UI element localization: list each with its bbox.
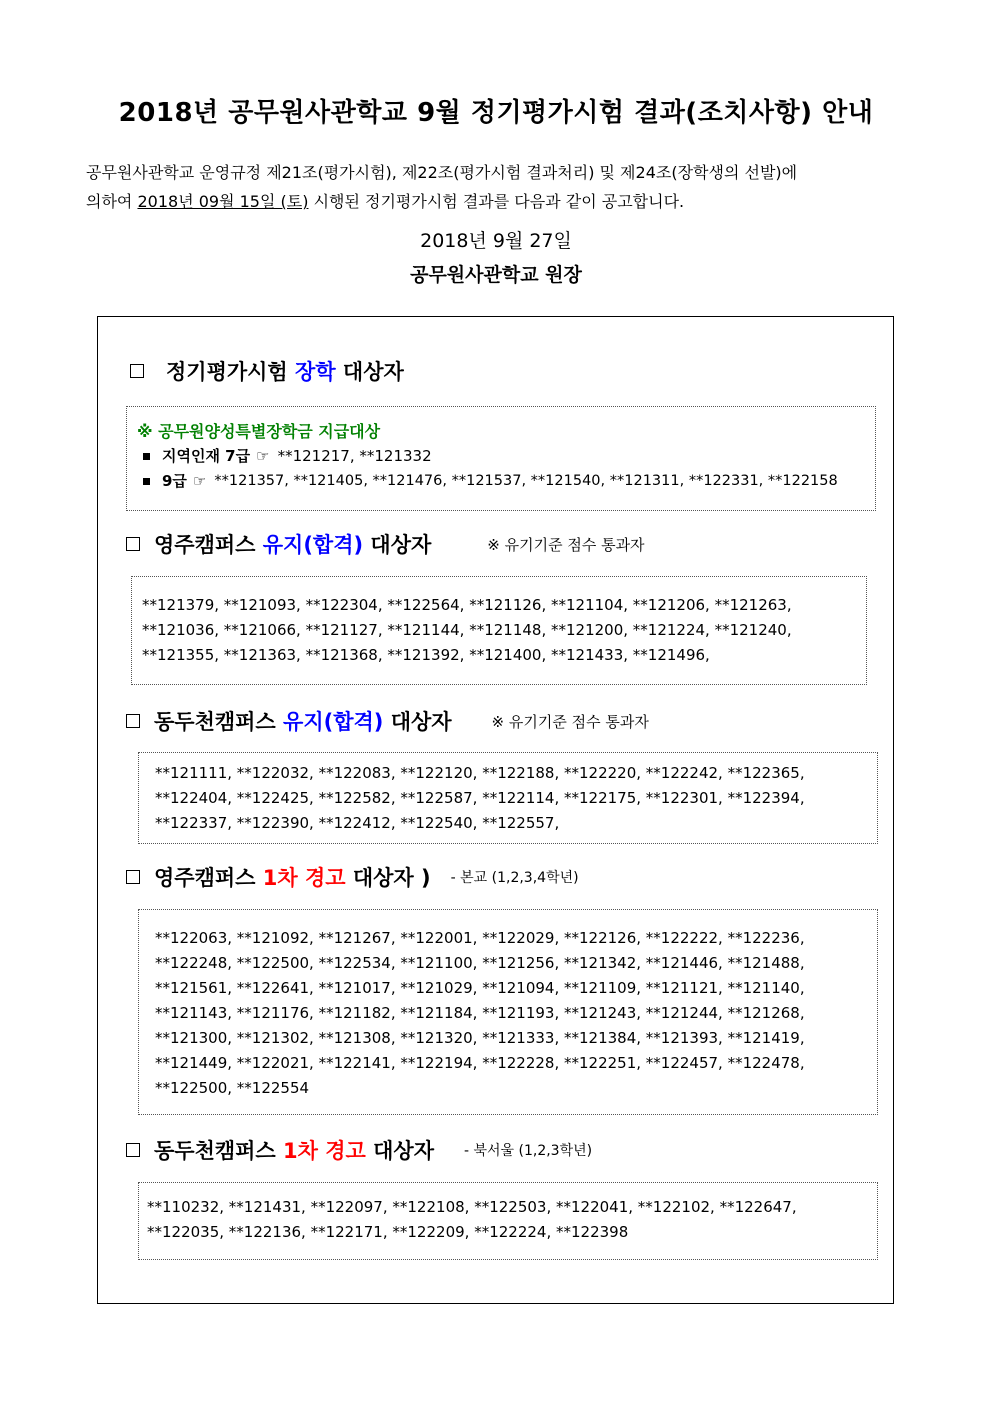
id-line: **122063, **121092, **121267, **122001, **122029, **122126, **122222, **122236, bbox=[155, 929, 805, 947]
id-line: **121143, **121176, **121182, **121184, **121193, **121243, **121244, **121268, bbox=[155, 1004, 805, 1022]
section-note: ※ 유기기준 점수 통과자 bbox=[491, 712, 649, 731]
id-line: **122035, **122136, **122171, **122209, **122224, **122398 bbox=[147, 1223, 629, 1241]
section-title-prefix: 동두천캠퍼스 bbox=[154, 1139, 276, 1163]
checkbox-square-icon bbox=[126, 870, 140, 884]
section-title-highlight: 1차 경고 bbox=[283, 1139, 366, 1163]
scholarship-box bbox=[126, 406, 876, 511]
section-title-highlight: 장학 bbox=[295, 360, 336, 384]
id-line: **122500, **122554 bbox=[155, 1079, 310, 1097]
section-scholarship-title bbox=[130, 356, 404, 386]
yeongju-pass-box bbox=[131, 576, 867, 685]
section-title-suffix: 대상자 ) bbox=[352, 866, 431, 890]
bullet-square-icon bbox=[143, 453, 150, 460]
item-ids: **121217, **121332 bbox=[277, 447, 432, 465]
id-line: **121379, **121093, **122304, **122564, **121126, **121104, **121206, **121263, bbox=[142, 596, 792, 614]
intro-line-2-suffix: 시행된 정기평가시험 결과를 다음과 같이 공고합니다. bbox=[308, 192, 685, 211]
checkbox-square-icon bbox=[130, 364, 144, 378]
id-line: **122404, **122425, **122582, **122587, **122114, **122175, **122301, **122394, bbox=[155, 789, 805, 807]
section-title-suffix: 대상자 bbox=[342, 360, 404, 384]
bullet-square-icon bbox=[143, 478, 150, 485]
exam-date: 2018년 09월 15일 (토) bbox=[137, 192, 309, 211]
section-dongducheon-pass-title bbox=[126, 706, 649, 736]
signer: 공무원사관학교 원장 bbox=[410, 264, 582, 286]
id-line: **121355, **121363, **121368, **121392, **121400, **121433, **121496, bbox=[142, 646, 710, 664]
checkbox-square-icon bbox=[126, 537, 140, 551]
id-line: **121036, **121066, **121127, **121144, **121148, **121200, **121224, **121240, bbox=[142, 621, 792, 639]
section-title-highlight: 유지(합격) bbox=[283, 710, 384, 734]
intro-line-1: 공무원사관학교 운영규정 제21조(평가시험), 제22조(평가시험 결과처리) 및 제24조(장학생의 선발)에 bbox=[86, 163, 798, 182]
item-label: 9급 bbox=[162, 472, 187, 490]
item-ids: **121357, **121405, **121476, **121537, **121540, **121311, **122331, **122158 bbox=[214, 473, 838, 489]
section-note: ※ 유기기준 점수 통과자 bbox=[487, 535, 645, 554]
checkbox-square-icon bbox=[126, 1143, 140, 1157]
section-yeongju-pass-title bbox=[126, 529, 645, 559]
section-title-prefix: 동두천캠퍼스 bbox=[154, 710, 276, 734]
section-title-suffix: 대상자 bbox=[373, 1139, 434, 1163]
section-title-highlight: 유지(합격) bbox=[262, 533, 364, 557]
pointing-hand-icon: ☞ bbox=[192, 472, 207, 490]
item-label: 지역인재 7급 bbox=[162, 447, 251, 465]
section-title-prefix: 정기평가시험 bbox=[166, 360, 288, 384]
section-dongducheon-warning-title bbox=[126, 1135, 592, 1165]
intro-line-2 bbox=[86, 187, 912, 216]
id-line: **121300, **121302, **121308, **121320, **121333, **121384, **121393, **121419, bbox=[155, 1029, 805, 1047]
scholarship-heading: ※ 공무원양성특별장학금 지급대상 bbox=[137, 422, 381, 441]
section-title-suffix: 대상자 bbox=[390, 710, 452, 734]
section-note: - 북서울 (1,2,3학년) bbox=[463, 1143, 593, 1159]
list-item bbox=[137, 444, 865, 469]
section-title-prefix: 영주캠퍼스 bbox=[154, 866, 256, 890]
yeongju-warning-box bbox=[138, 909, 878, 1115]
id-line: **121111, **122032, **122083, **122120, **122188, **122220, **122242, **122365, bbox=[155, 764, 805, 782]
dongducheon-warning-box bbox=[138, 1182, 878, 1260]
id-line: **122248, **122500, **122534, **121100, **121256, **121342, **121446, **121488, bbox=[155, 954, 805, 972]
dongducheon-pass-box bbox=[138, 752, 878, 844]
checkbox-square-icon bbox=[126, 714, 140, 728]
id-line: **121561, **122641, **121017, **121029, **121094, **121109, **121121, **121140, bbox=[155, 979, 805, 997]
announcement-date: 2018년 9월 27일 bbox=[420, 230, 572, 252]
id-line: **122337, **122390, **122412, **122540, **122557, bbox=[155, 814, 560, 832]
section-title-suffix: 대상자 bbox=[370, 533, 432, 557]
page-title: 2018년 공무원사관학교 9월 정기평가시험 결과(조치사항) 안내 bbox=[118, 98, 874, 128]
pointing-hand-icon: ☞ bbox=[256, 447, 270, 465]
section-yeongju-warning-title bbox=[126, 862, 579, 892]
intro-line-2-prefix: 의하여 bbox=[86, 192, 138, 211]
section-title-prefix: 영주캠퍼스 bbox=[154, 533, 256, 557]
list-item bbox=[137, 469, 865, 494]
id-line: **121449, **122021, **122141, **122194, **122228, **122251, **122457, **122478, bbox=[155, 1054, 805, 1072]
id-line: **110232, **121431, **122097, **122108, **122503, **122041, **122102, **122647, bbox=[147, 1198, 797, 1216]
section-note: - 본교 (1,2,3,4학년) bbox=[450, 870, 579, 886]
intro-paragraph bbox=[86, 158, 912, 216]
section-title-highlight: 1차 경고 bbox=[262, 866, 346, 890]
